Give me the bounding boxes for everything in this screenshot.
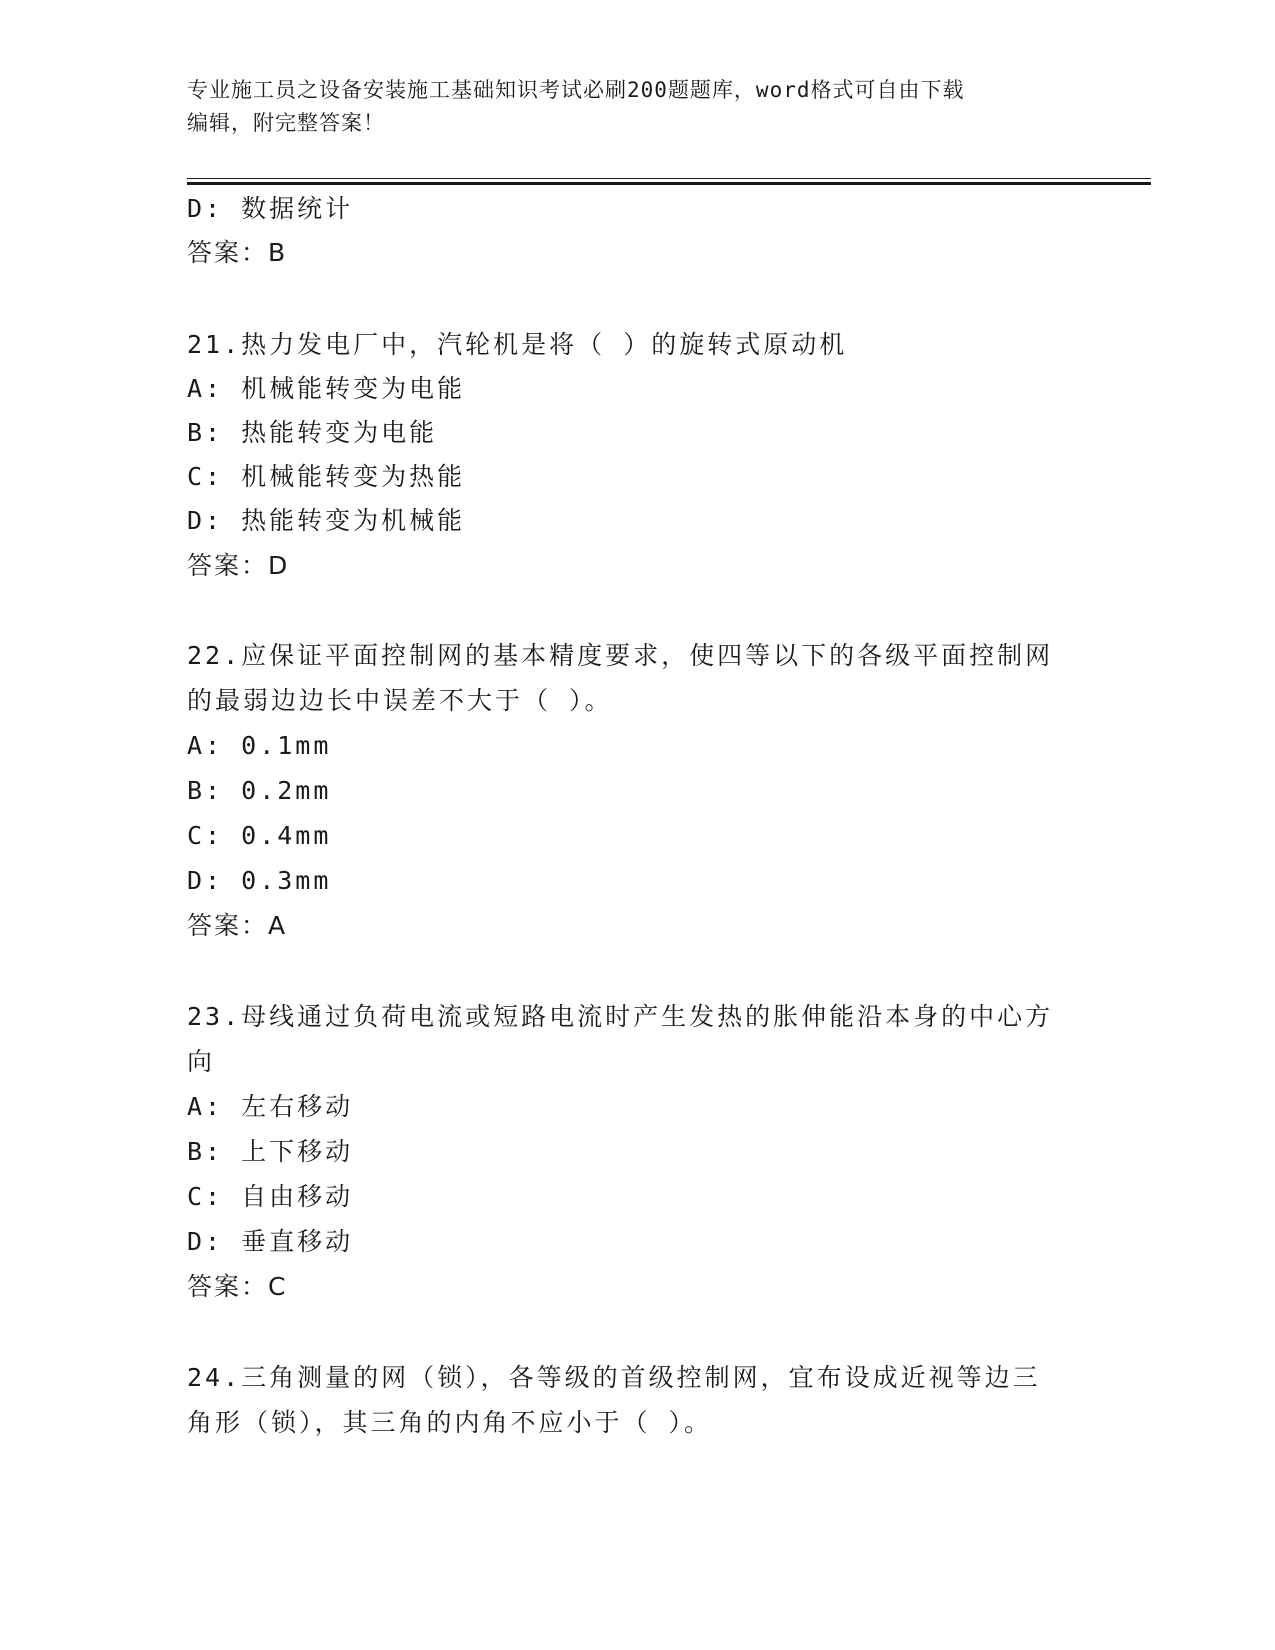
q22-answer: 答案：A (187, 911, 288, 940)
header-divider-thick (187, 182, 1151, 185)
q22-stem-line-1: 22.应保证平面控制网的基本精度要求，使四等以下的各级平面控制网 (187, 641, 1054, 670)
q21-option-b: B: 热能转变为电能 (187, 418, 438, 447)
q23-option-a: A: 左右移动 (187, 1092, 354, 1121)
q20-option-d: D: 数据统计 (187, 194, 354, 223)
q23-option-d: D: 垂直移动 (187, 1227, 354, 1256)
q24-stem-line-1: 24.三角测量的网（锁），各等级的首级控制网，宜布设成近视等边三 (187, 1363, 1041, 1392)
q22-option-a: A: 0.1mm (187, 731, 332, 760)
q21-option-c: C: 机械能转变为热能 (187, 462, 466, 491)
q22-option-b: B: 0.2mm (187, 776, 332, 805)
q24-stem-line-2: 角形（锁），其三角的内角不应小于（ ）。 (187, 1408, 713, 1437)
header-line-1: 专业施工员之设备安装施工基础知识考试必刷200题题库，word格式可自由下载 (187, 78, 965, 102)
q21-stem: 21.热力发电厂中，汽轮机是将（ ）的旋转式原动机 (187, 330, 848, 359)
q22-option-c: C: 0.4mm (187, 821, 332, 850)
q23-stem-line-1: 23.母线通过负荷电流或短路电流时产生发热的胀伸能沿本身的中心方 (187, 1002, 1054, 1031)
q23-stem-line-2: 向 (187, 1047, 216, 1076)
q22-stem-line-2: 的最弱边边长中误差不大于（ ）。 (187, 686, 613, 715)
q23-option-c: C: 自由移动 (187, 1182, 354, 1211)
header-line-2: 编辑，附完整答案！ (187, 111, 385, 135)
q21-option-d: D: 热能转变为机械能 (187, 506, 466, 535)
q20-answer: 答案：B (187, 238, 288, 267)
document-header (187, 74, 1067, 140)
q23-option-b: B: 上下移动 (187, 1137, 354, 1166)
q22-option-d: D: 0.3mm (187, 866, 332, 895)
q23-answer: 答案：C (187, 1272, 288, 1301)
header-divider-thin (187, 178, 1151, 179)
q21-option-a: A: 机械能转变为电能 (187, 374, 466, 403)
q21-answer: 答案：D (187, 551, 290, 580)
